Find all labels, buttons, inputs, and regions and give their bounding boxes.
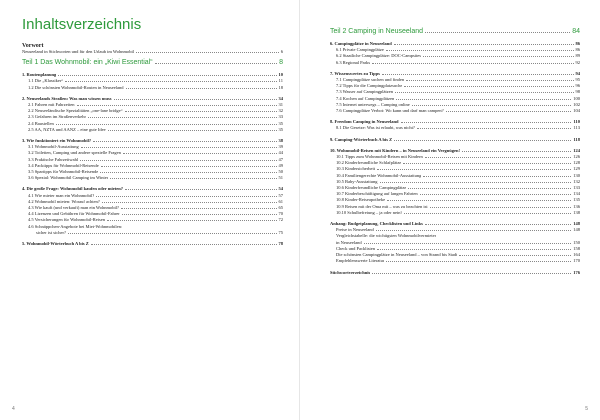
dot-leader [462, 151, 571, 152]
toc-entry-title: in Neuseeland [336, 239, 362, 245]
toc-list [22, 72, 283, 247]
part-page: 8 [279, 59, 283, 67]
toc-entry-title: 10. Wohnmobil-Reisen mit Kindern – in Neuseeland ein Vergnügen! [330, 147, 461, 153]
dot-leader [77, 105, 277, 106]
toc-entry-page: 128 [573, 160, 580, 166]
page-number: 5 [585, 406, 588, 412]
toc-entry-title: 6.2 Staatliche Campingplätze: DOC-Campsites [336, 53, 421, 59]
toc-entry-page: 98 [575, 89, 580, 95]
dot-leader [406, 80, 573, 81]
dot-leader [121, 208, 276, 209]
toc-entry-title: Empfehlenswerte Literatur [336, 258, 385, 264]
page-title: Inhaltsverzeichnis [22, 16, 142, 33]
toc-entry-title: 3.1 Wohnmobil-Ausstattung [28, 144, 79, 150]
toc-entry-title: 3.5 Spartipps für Wohnmobil-Reisende [28, 169, 99, 175]
dot-leader [110, 178, 276, 179]
toc-entry-page: 50 [278, 169, 283, 175]
dot-leader [81, 147, 277, 148]
part-page: 84 [572, 28, 580, 35]
toc-entry-title: 10.10 Schulbefreiung – ja oder nein? [336, 209, 403, 215]
dot-leader [446, 111, 572, 112]
toc-entry-page: 138 [573, 209, 580, 215]
toc-entry-page: 18 [278, 84, 283, 90]
toc-entry-title: 10.9 Reisen mit der Oma mit – was zu beachten ist [336, 203, 428, 209]
toc-entry-title: 1. Routenplanung [22, 72, 57, 78]
toc-entry-page: 132 [573, 178, 580, 184]
toc-entry-title: Die schönsten Campingplätze in Neuseeland – von Strand bis Stadt [336, 252, 458, 258]
toc-entry-title: 6.3 Regional Parks [336, 59, 371, 65]
part-heading [22, 59, 283, 66]
toc-entry [330, 60, 580, 66]
toc-entry-page: 150 [573, 239, 580, 245]
toc-entry-page: 78 [278, 241, 283, 247]
dot-leader [364, 243, 572, 244]
dot-leader [459, 255, 571, 256]
dot-leader [425, 32, 570, 33]
dot-leader [136, 52, 279, 53]
toc-entry-page: 158 [573, 245, 580, 251]
dot-leader [386, 50, 574, 51]
toc-entry-page: 89 [575, 53, 580, 59]
toc-entry-page: 92 [575, 59, 580, 65]
part-title: Teil 1 Das Wohnmobil: ein „Kiwi Essential“ [22, 59, 153, 67]
dot-leader [430, 207, 572, 208]
toc-entry-title: Preise in Neuseeland [336, 227, 374, 233]
dot-leader [58, 75, 276, 76]
toc-chapter [330, 137, 580, 143]
dot-leader [425, 224, 571, 225]
toc-entry-title: 10.8 Kinder-Reiseapotheke [336, 197, 386, 203]
toc-entry-title: 2. Neuseelands Straßen: Was man wissen muss [22, 95, 112, 101]
dot-leader [377, 169, 571, 170]
toc-entry-title: 3.4 Packtipps für Wohnmobil-Reisende [28, 162, 99, 168]
toc-entry-title: 10.6 Kinderfreundliche Campingplätze [336, 185, 407, 191]
toc-entry-title: Check und Packlisten [336, 245, 375, 251]
toc-entry-title: 9. Camping-Wörterbuch A bis Z [330, 136, 393, 142]
dot-leader [100, 172, 276, 173]
dot-leader [108, 130, 277, 131]
dot-leader [91, 244, 277, 245]
toc-entry-page: 44 [278, 150, 283, 156]
dot-leader [123, 153, 277, 154]
toc-entry-page: 110 [573, 119, 580, 125]
toc-entry-page: 54 [278, 186, 283, 192]
toc-entry-page: 61 [278, 198, 283, 204]
dot-leader [423, 56, 574, 57]
toc-entry-title: sicher ist sicher? [36, 229, 66, 235]
toc-entry-title: 10.2 Kinderfreundliche Schlafplätze [336, 160, 402, 166]
toc-entry-title: Vergleichstabelle: die wichtigsten Wohnmobilvermieter [336, 233, 437, 239]
right-page [300, 0, 600, 420]
toc-entry [330, 258, 580, 264]
toc-entry-page: 70 [278, 211, 283, 217]
toc-entry-page: 39 [278, 144, 283, 150]
toc-entry [22, 175, 283, 181]
toc-entry-page: 35 [278, 120, 283, 126]
dot-leader [377, 249, 571, 250]
dot-leader [423, 176, 571, 177]
dot-leader [394, 140, 571, 141]
toc-entry-title: 7. Wissenswertes zu Tipps [330, 70, 380, 76]
toc-entry-page: 129 [573, 166, 580, 172]
toc-entry [22, 49, 283, 55]
dot-leader [404, 213, 571, 214]
toc-entry-title: 4.2 Wohnmobil mieten: Worauf achten? [28, 198, 100, 204]
toc-entry-page: 34 [278, 95, 283, 101]
dot-leader [56, 124, 277, 125]
toc-entry-page: 136 [573, 203, 580, 209]
dot-leader [387, 200, 571, 201]
dot-leader [101, 166, 277, 167]
dot-leader [125, 189, 277, 190]
dot-leader [396, 99, 571, 100]
toc-entry-page: 134 [573, 191, 580, 197]
dot-leader [408, 188, 571, 189]
toc-entry-title: Anhang: Budgetplanung, Checklisten und Links [330, 221, 423, 227]
dot-leader [395, 92, 573, 93]
dot-leader [372, 273, 571, 274]
dot-leader [93, 141, 276, 142]
toc-entry-page: 11 [278, 78, 283, 84]
toc-entry-title: 3.3 Praktische Fahrzeitwahl [28, 156, 79, 162]
toc-entry-title: Stichwortverzeichnis [330, 269, 371, 275]
toc-entry-page: 96 [575, 83, 580, 89]
toc-entry-title: 3.2 Toiletten, Camping und andere spezielle Fragen [28, 150, 121, 156]
toc-chapter [22, 241, 283, 247]
page-number: 4 [12, 406, 15, 412]
dot-leader [122, 214, 277, 215]
toc-entry-page: 126 [573, 154, 580, 160]
toc-entry-title: 2.2 Neuseeländische Spezialitäten „one-lane bridge“ [28, 108, 123, 114]
dot-leader [114, 99, 277, 100]
toc-entry-page: 75 [278, 229, 283, 235]
dot-leader [417, 128, 572, 129]
dot-leader [372, 63, 573, 64]
dot-leader [412, 105, 572, 106]
toc-entry-title: 7.1 Campingplätze suchen und finden [336, 77, 405, 83]
toc-entry-title: 10.3 Kindersicherheit [336, 166, 375, 172]
toc-entry-title: 3.6 Spezial: Wohnmobil Camping im Winter [28, 175, 109, 181]
toc-entry-title: 8. Freedom Camping in Neuseeland [330, 119, 399, 125]
toc-entry-page: 176 [573, 269, 580, 275]
toc-entry-title: 5. Wohnmobil-Wörterbuch A bis Z [22, 241, 89, 247]
toc-entry-page: 33 [278, 114, 283, 120]
toc-entry-page: 57 [278, 192, 283, 198]
toc-entry-title: 4. Die große Frage: Wohnmobil kaufen oder mieten? [22, 186, 123, 192]
toc-entry-page: 102 [573, 101, 580, 107]
dot-leader [425, 157, 571, 158]
toc-entry-page: 133 [573, 185, 580, 191]
toc-entry [330, 125, 580, 131]
toc-entry-page: 148 [573, 221, 580, 227]
toc-entry-title: 8.1 Die Gesetze: Was ist erlaubt, was nicht? [336, 125, 415, 131]
toc-entry-title: 4.4 Lizenzen und Gebühren für Wohnmobil-Fahrer [28, 211, 120, 217]
toc-entry [22, 127, 283, 133]
toc-entry-title: 6. Campingplätze in Neuseeland [330, 41, 392, 46]
dot-leader [155, 63, 278, 64]
dot-leader [401, 122, 572, 123]
toc-entry-title: 7.5 Internet unterwegs – Camping online [336, 101, 410, 107]
toc-entry-page: 72 [278, 217, 283, 223]
toc-list [330, 41, 580, 276]
toc-entry-page: 86 [575, 47, 580, 53]
toc-entry-title: 7.6 Campingplätze Verbot: Wo kann und darf man campen? [336, 108, 444, 114]
toc-entry-title: 4.1 Wie mieter man ein Wohnmobil? [28, 192, 95, 198]
toc-entry-title: 10.4 Familiengerechte Wohnmobil-Ausstattung [336, 172, 422, 178]
toc-entry-title: 2.3 Gefahren im Straßenverkehr [28, 114, 86, 120]
toc-entry-page: 124 [573, 147, 580, 153]
toc-entry-page: 170 [573, 258, 580, 264]
dot-leader [65, 81, 276, 82]
toc-entry [330, 210, 580, 216]
toc-entry-title: 2.5 AA, NZTA und AANZ – eine gute Idee [28, 126, 106, 132]
dot-leader [404, 86, 573, 87]
toc-entry-title: 7.2 Tipps für die Campingplatzsuche [336, 83, 403, 89]
part-title: Teil 2 Camping in Neuseeland [330, 28, 423, 35]
toc-entry-title: 4.5 Versicherungen für Wohnmobil-Reisen [28, 217, 105, 223]
toc-entry-page: 35 [278, 126, 283, 132]
dot-leader [102, 202, 277, 203]
toc-entry-page: 51 [278, 175, 283, 181]
toc-entry-title: 10.7 Kinderbeschäftigung auf langen Fahrten [336, 191, 418, 197]
toc-entry-page: 10 [278, 72, 283, 78]
toc-entry-title: 10.5 Baby-Ausstattung [336, 178, 378, 184]
toc-entry-title: 4.6 Schnäppchen-Angebote bei Miet-Wohnmobilen: [28, 223, 123, 229]
toc-entry-page: 148 [573, 227, 580, 233]
toc-entry-title: 7.4 Kochen auf Campingplätzen [336, 95, 395, 101]
toc-entry-page: 118 [573, 136, 580, 142]
vorwort-heading: Vorwort [22, 43, 44, 49]
dot-leader [80, 160, 276, 161]
toc-entry-page: 100 [573, 95, 580, 101]
toc-entry-page: 95 [575, 77, 580, 83]
toc-entry-page: 104 [573, 108, 580, 114]
toc-entry-title: 2.4 Baustellen [28, 120, 54, 126]
dot-leader [68, 233, 277, 234]
toc-entry-page: 38 [278, 138, 283, 144]
dot-leader [394, 44, 574, 45]
dot-leader [125, 111, 277, 112]
toc-entry-page: 113 [573, 125, 580, 131]
dot-leader [88, 117, 277, 118]
dot-leader [380, 182, 572, 183]
toc-entry-title: 3. Wie funktioniert ein Wohnmobil? [22, 138, 92, 144]
toc-entry-page: 32 [278, 108, 283, 114]
toc-entry-title: 6.1 Private Campingplätze [336, 47, 384, 53]
dot-leader [376, 230, 572, 231]
toc-entry [22, 230, 283, 236]
toc-entry-page: 135 [573, 197, 580, 203]
toc-entry-page: 130 [573, 172, 580, 178]
toc-entry-title: 10.1 Tipps zum Wohnmobil-Reisen mit Kindern [336, 154, 423, 160]
dot-leader [420, 194, 572, 195]
dot-leader [96, 196, 276, 197]
dot-leader [403, 163, 571, 164]
toc-entry-page: 31 [278, 102, 283, 108]
toc-entry-title: 1.2 Die schönsten Wohnmobil-Routen in Neuseeland [28, 84, 124, 90]
toc-entry-title: 2.1 Fahren mit Fahrzeiten [28, 102, 75, 108]
toc-entry-page: 47 [278, 156, 283, 162]
toc-entry-title: Neuseeland in Stichworten und für den Urlaub im Wohnmobil [22, 49, 135, 54]
toc-entry-title: 4.3 Wie kauft (und verkauft) man ein Wohnmobil? [28, 205, 120, 211]
toc-entry-page: 49 [278, 162, 283, 168]
dot-leader [107, 220, 277, 221]
toc-entry-page: 94 [575, 70, 580, 76]
dot-leader [126, 88, 277, 89]
toc-entry [22, 85, 283, 91]
toc-entry [330, 108, 580, 114]
toc-entry-page: 86 [575, 41, 580, 46]
toc-entry-title: 1.1 Die „Klassiker“ [28, 78, 64, 84]
toc-entry-page: 6 [280, 49, 283, 54]
dot-leader [382, 74, 574, 75]
part-heading [330, 28, 580, 35]
toc-entry-page: 164 [573, 252, 580, 258]
toc-entry-title: 7.3 Wasser auf Campingplätzen [336, 89, 394, 95]
dot-leader [386, 261, 571, 262]
toc-chapter [330, 270, 580, 276]
toc-entry-page: 65 [278, 205, 283, 211]
